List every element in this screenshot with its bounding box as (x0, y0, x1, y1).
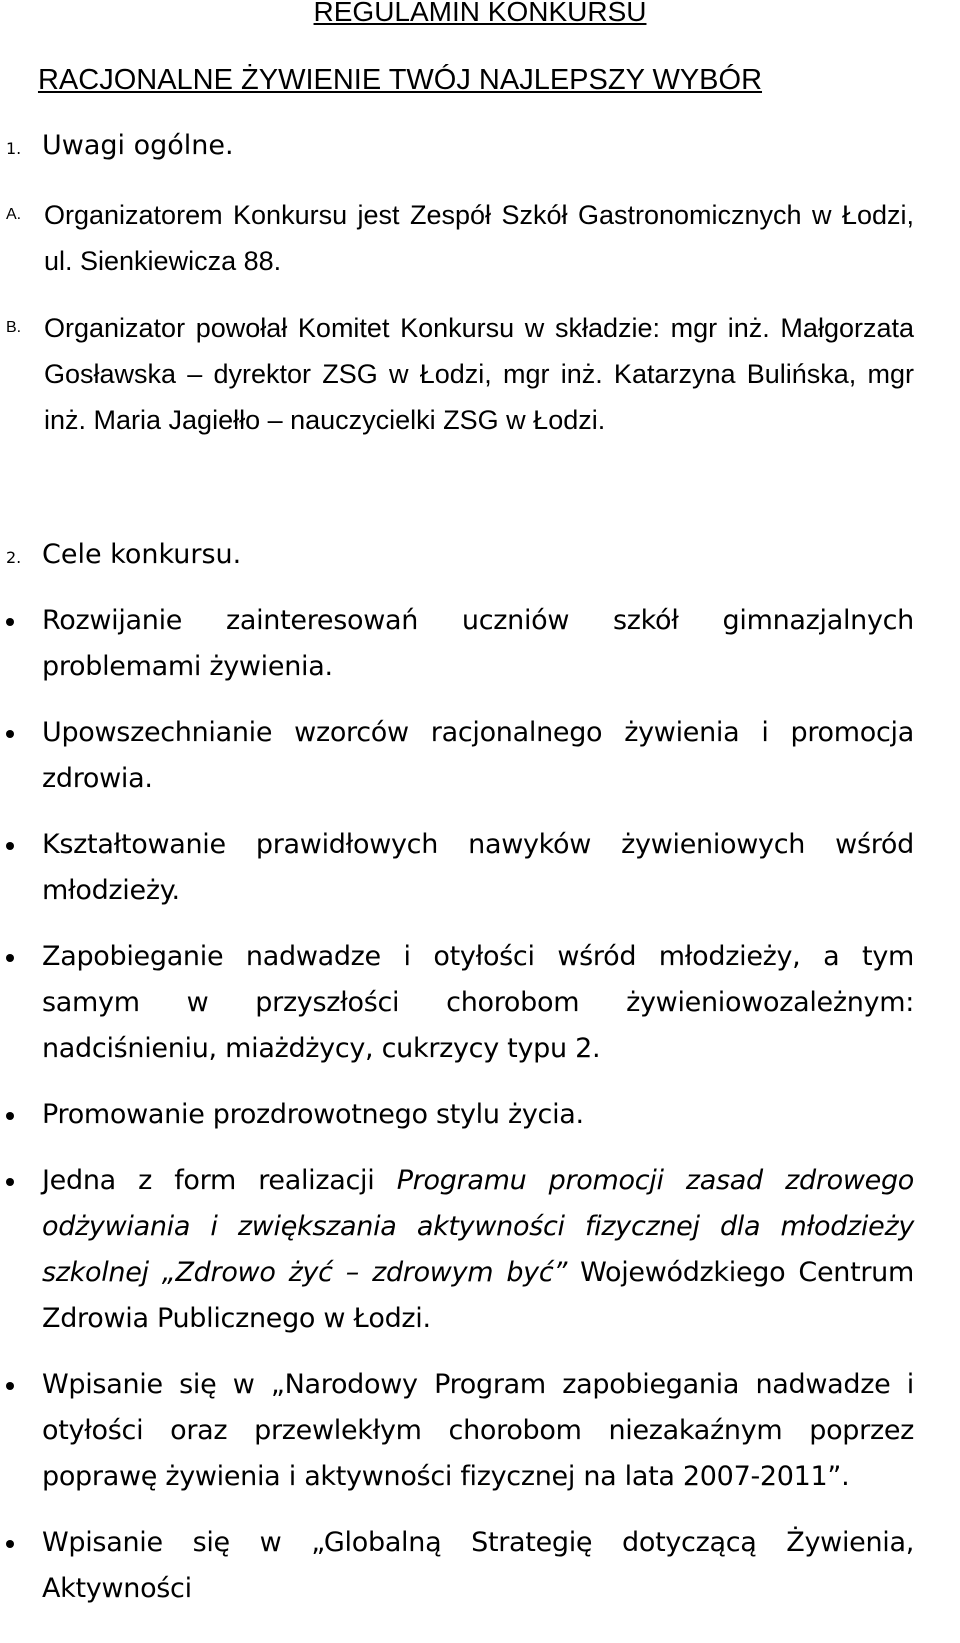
list-item-text: Kształtowanie prawidłowych nawyków żywieniowych wśród młodzieży. (42, 829, 914, 906)
list-item (0, 710, 914, 802)
list-item-text: Zapobieganie nadwadze i otyłości wśród młodzieży, a tym samym w przyszłości chorobom żywieniowozależnym: nadciśnieniu, miażdżycy, cukrzycy typu 2. (42, 941, 914, 1064)
bullet-icon (6, 842, 14, 850)
list-item (0, 1362, 914, 1500)
bullet-icon (6, 1178, 14, 1186)
section-1-title: Uwagi ogólne. (42, 130, 234, 161)
list-item-text: Wpisanie się w „Narodowy Program zapobiegania nadwadze i otyłości oraz przewlekłym chorobom niezakaźnym poprzez poprawę żywienia i aktywności fizycznej na lata 2007-2011”. (42, 1369, 914, 1492)
section-1-heading (6, 128, 234, 167)
item-b-text: Organizator powołał Komitet Konkursu w składzie: mgr inż. Małgorzata Gosławska – dyrektor ZSG w Łodzi, mgr inż. Katarzyna Bulińska, mgr inż. Maria Jagiełło – nauczycielki ZSG w Łodzi. (44, 313, 914, 435)
bullet-icon (6, 1382, 14, 1390)
item-a-letter: A. (6, 206, 22, 223)
program-suffix: Wojewódzkiego Centrum Zdrowia Publicznego w Łodzi. (42, 1257, 914, 1334)
section-2-number: 2. (6, 548, 22, 567)
bullet-icon (6, 730, 14, 738)
program-title: Programu promocji zasad zdrowego odżywiania i zwiększania aktywności fizycznej dla młodzieży szkolnej „Zdrowo żyć – zdrowym być” (42, 1165, 915, 1288)
section-1-item-b (6, 305, 914, 443)
section-1-item-a (6, 192, 914, 284)
document-subtitle: RACJONALNE ŻYWIENIE TWÓJ NAJLEPSZY WYBÓR (37, 64, 763, 96)
bullet-icon (6, 1112, 14, 1120)
bullet-icon (6, 954, 14, 962)
list-item-text: Upowszechnianie wzorców racjonalnego żywienia i promocja zdrowia. (42, 717, 914, 794)
list-item-text: Rozwijanie zainteresowań uczniów szkół gimnazjalnych problemami żywienia. (42, 605, 914, 682)
list-item-text: Wpisanie się w „Globalną Strategię dotyczącą Żywienia, Aktywności (42, 1527, 914, 1604)
section-1-number: 1. (6, 139, 22, 158)
bullet-icon (6, 618, 14, 626)
list-item (0, 1092, 914, 1138)
item-a-text: Organizatorem Konkursu jest Zespół Szkół Gastronomicznych w Łodzi, ul. Sienkiewicza 88. (44, 200, 914, 276)
list-item-text: Promowanie prozdrowotnego stylu życia. (42, 1099, 584, 1130)
section-2-heading (6, 537, 241, 576)
bullet-icon (6, 1540, 14, 1548)
list-item (0, 1520, 914, 1612)
section-2-bullet-list (0, 598, 960, 1632)
item-b-letter: B. (6, 319, 22, 336)
list-item (0, 822, 914, 914)
list-item (0, 598, 914, 690)
list-item (0, 934, 914, 1072)
document-title: REGULAMIN KONKURSU (313, 0, 647, 27)
list-item-program (0, 1158, 914, 1342)
section-2-title: Cele konkursu. (42, 539, 242, 570)
program-prefix: Jedna z form realizacji (42, 1165, 397, 1196)
